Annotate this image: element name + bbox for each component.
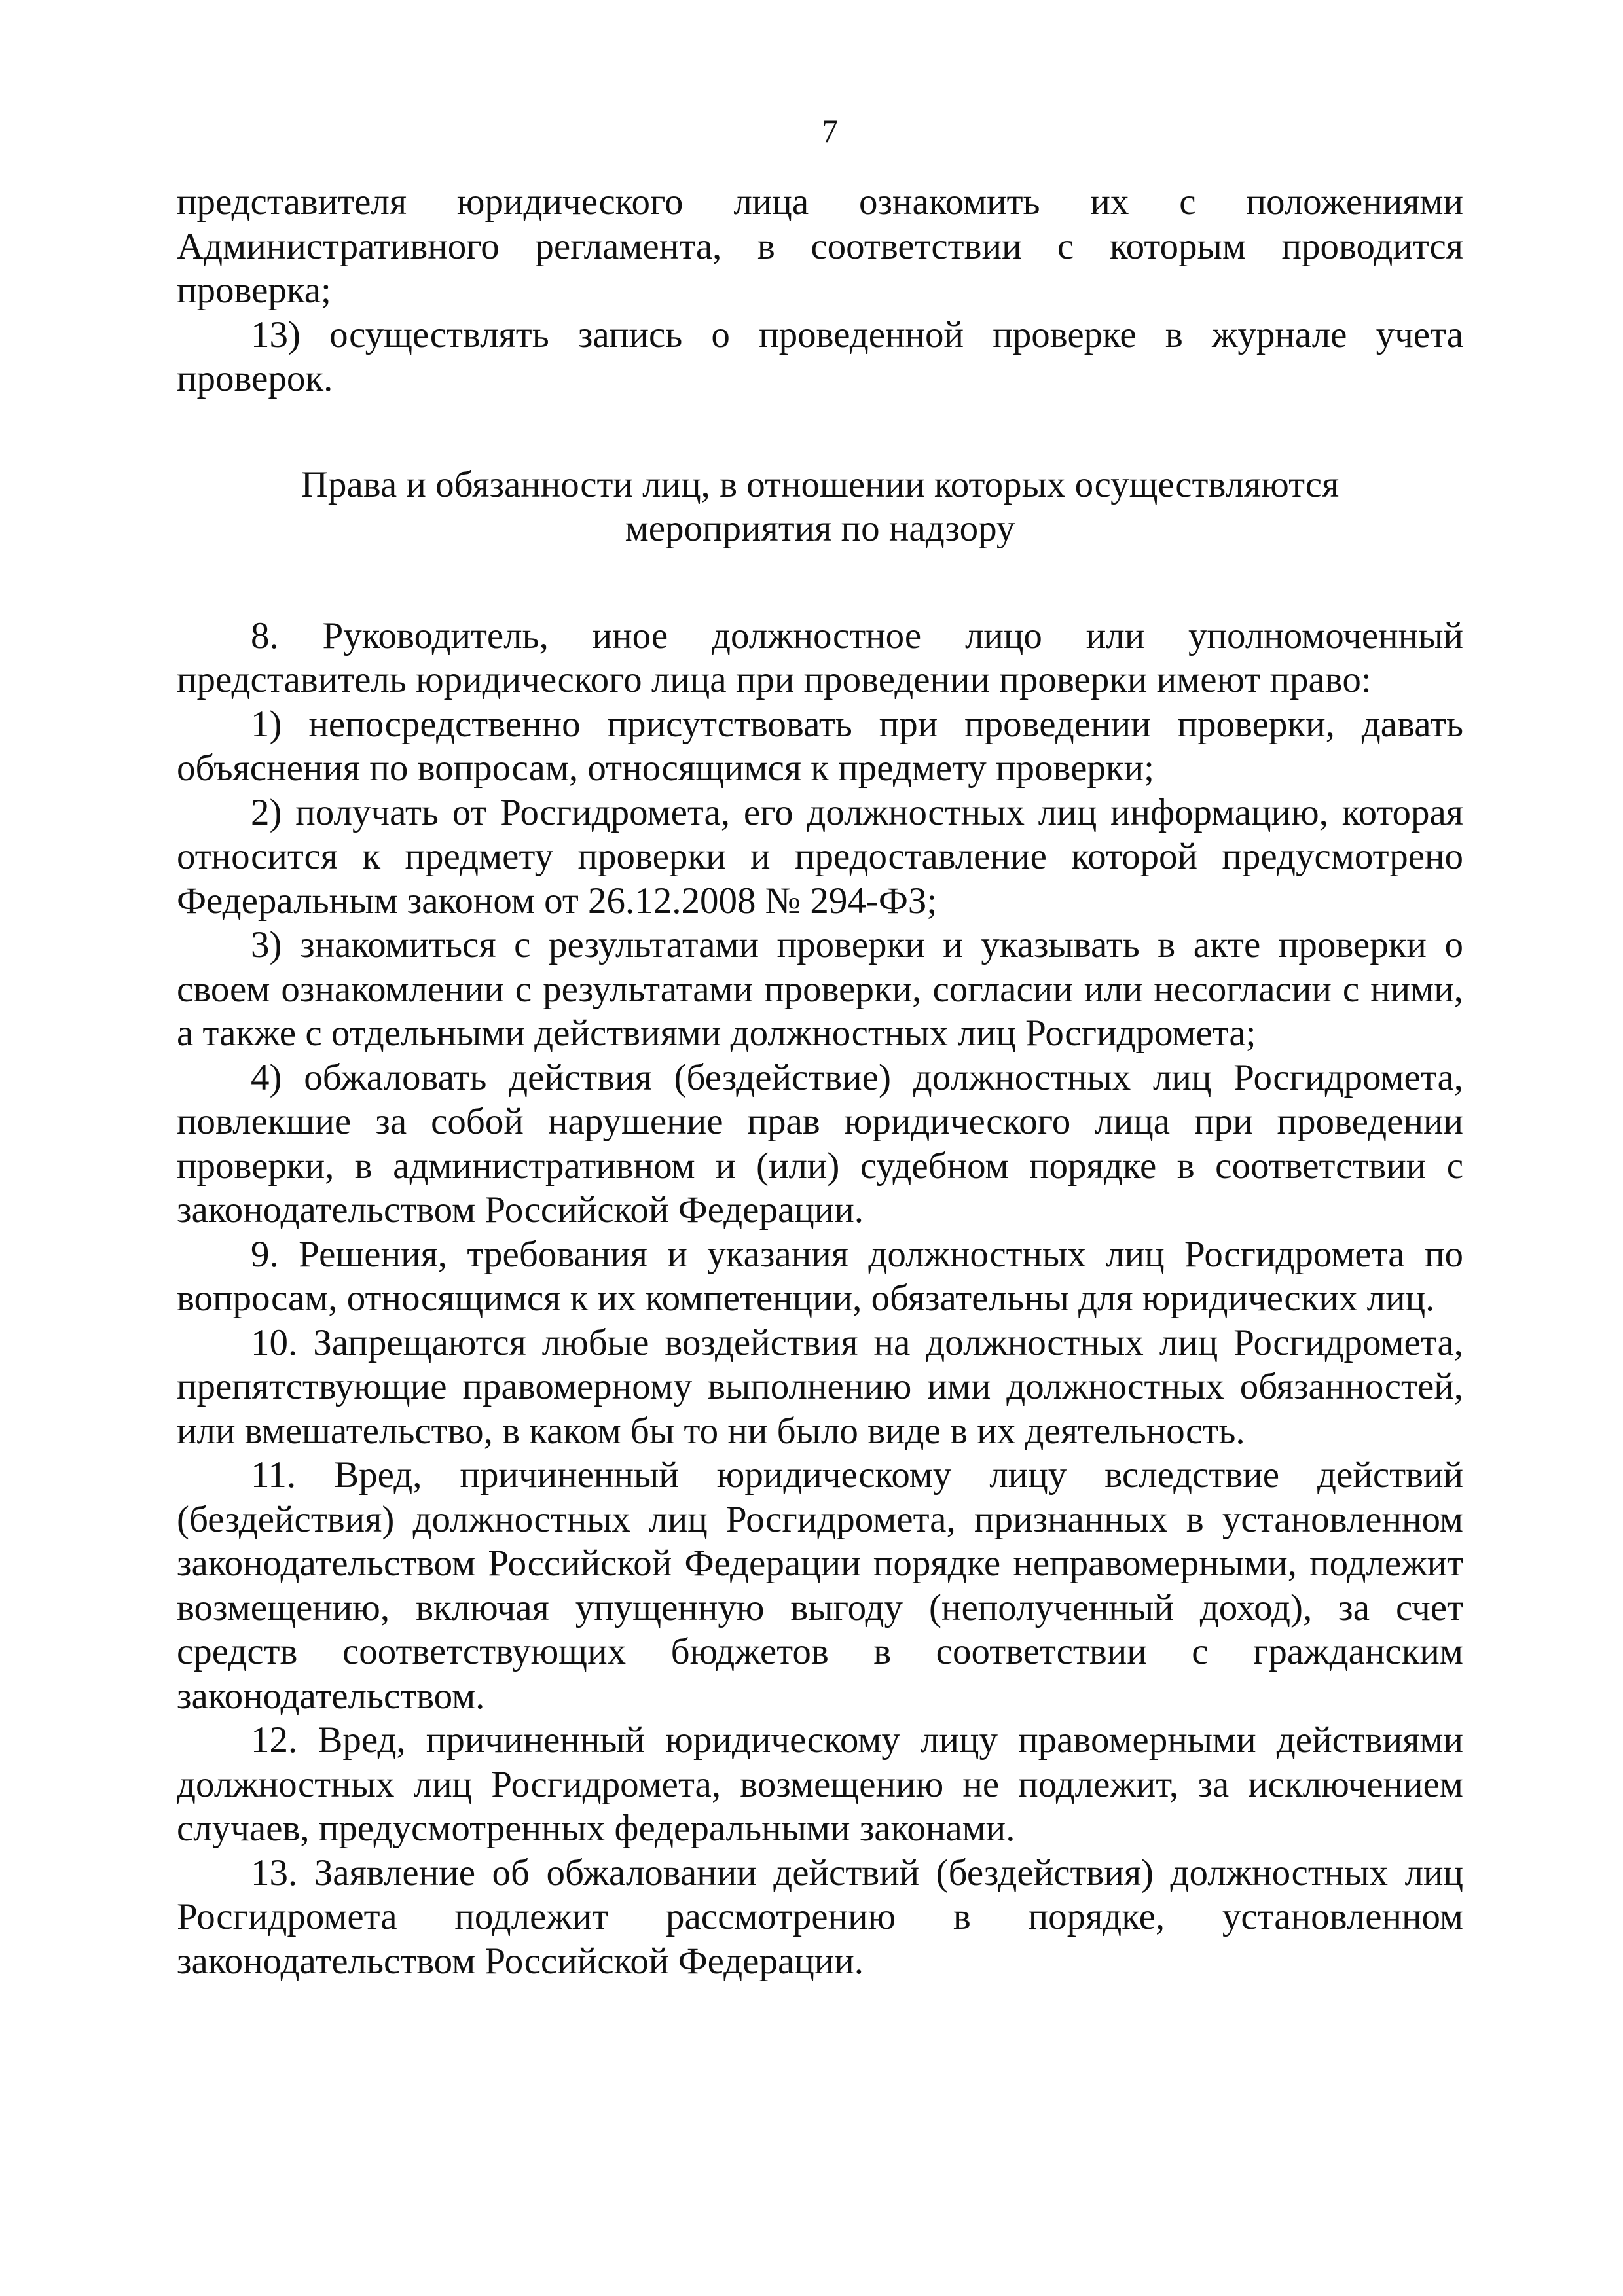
paragraph-13: 13. Заявление об обжаловании действий (бездействия) должностных лиц Росгидромета подлежит рассмотрению в порядке, установленном законодательством Российской Федерации. — [177, 1852, 1463, 1982]
paragraph-12: 12. Вред, причиненный юридическому лицу правомерными действиями должностных лиц Росгидромета, возмещению не подлежит, за исключением случаев, предусмотренных федеральными законами. — [177, 1719, 1463, 1849]
intro-paragraph-continued: представителя юридического лица ознакомить их с положениями Административного регламента, в соответствии с которым проводится проверка; — [177, 181, 1463, 311]
page-number: 7 — [822, 113, 838, 149]
paragraph-8: 8. Руководитель, иное должностное лицо или уполномоченный представитель юридического лица при проведении проверки имеют право: — [177, 615, 1463, 700]
section-title — [177, 463, 1463, 551]
paragraph-9: 9. Решения, требования и указания должностных лиц Росгидромета по вопросам, относящимся к их компетенции, обязательны для юридических лиц. — [177, 1233, 1463, 1319]
paragraph-8-item-1: 1) непосредственно присутствовать при проведении проверки, давать объяснения по вопросам, относящимся к предмету проверки; — [177, 703, 1463, 789]
paragraph-11: 11. Вред, причиненный юридическому лицу вследствие действий (бездействия) должностных лиц Росгидромета, признанных в установленном законодательством Российской Федерации порядке неправомерными, подлежит возмещению, включая упущенную выгоду (неполученный доход), за счет средств соответствующих бюджетов в соответствии с гражданским законодательством. — [177, 1454, 1463, 1717]
section-title-line-1: Права и обязанности лиц, в отношении которых осуществляются — [301, 463, 1340, 505]
paragraph-10: 10. Запрещаются любые воздействия на должностных лиц Росгидромета, препятствующие правомерному выполнению ими должностных обязанностей, или вмешательство, в каком бы то ни было виде в их деятельность. — [177, 1321, 1463, 1452]
intro-paragraph-item-13: 13) осуществлять запись о проведенной проверке в журнале учета проверок. — [177, 314, 1463, 399]
paragraph-8-item-4: 4) обжаловать действия (бездействие) должностных лиц Росгидромета, повлекшие за собой нарушение прав юридического лица при проведении проверки, в административном и (или) судебном порядке в соответствии с законодательством Российской Федерации. — [177, 1056, 1463, 1230]
document-page — [177, 108, 1463, 1983]
section-title-line-2: мероприятия по надзору — [625, 508, 1015, 549]
paragraph-8-item-2: 2) получать от Росгидромета, его должностных лиц информацию, которая относится к предмету проверки и предоставление которой предусмотрено Федеральным законом от 26.12.2008 № 294-ФЗ; — [177, 791, 1463, 922]
paragraph-8-item-3: 3) знакомиться с результатами проверки и указывать в акте проверки о своем ознакомлении с результатами проверки, согласии или несогласии с ними, а также с отдельными действиями должностных лиц Росгидромета; — [177, 924, 1463, 1054]
